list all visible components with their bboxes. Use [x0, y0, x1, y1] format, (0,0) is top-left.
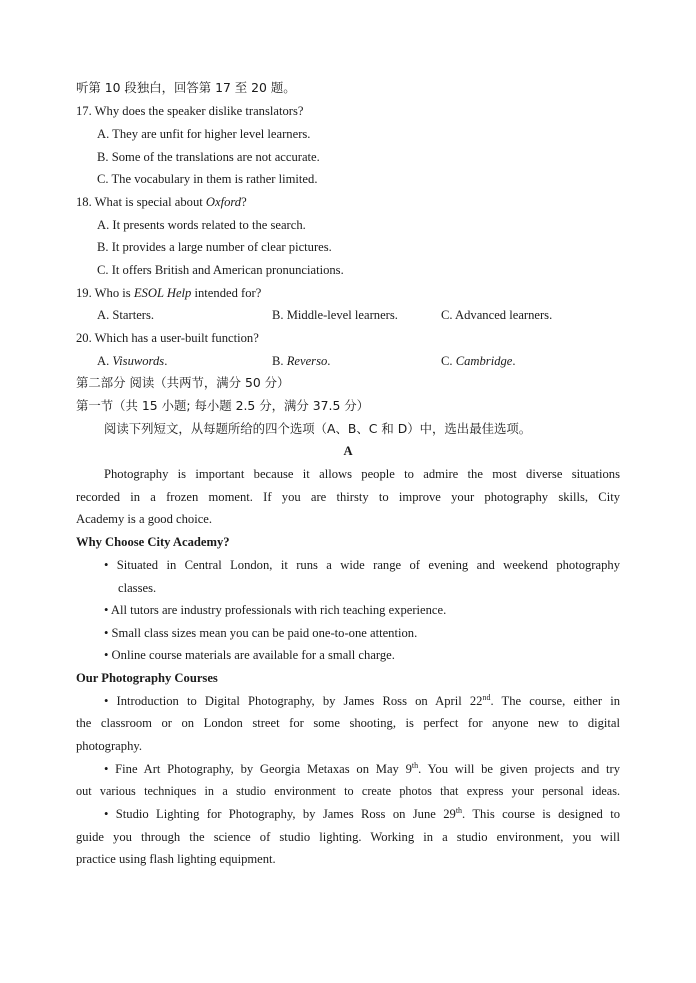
question-stem: Why does the speaker dislike translators?: [94, 104, 304, 118]
listening-instruction: 听第 10 段独白，回答第 17 至 20 题。: [76, 80, 296, 95]
question-18: [76, 194, 247, 210]
question-number: 17.: [76, 104, 92, 118]
course-1-line-3: photography.: [76, 739, 142, 753]
question-number: 20.: [76, 331, 92, 345]
course-2-line-1: • Fine Art Photography, by Georgia Metaxas on May 9th. You will be given projects and try: [104, 760, 620, 776]
question-stem: What is special about Oxford?: [94, 195, 247, 209]
option-17-b: B. Some of the translations are not accurate.: [97, 150, 320, 164]
option-18-b: B. It provides a large number of clear pictures.: [97, 240, 332, 254]
bullet-4: • Online course materials are available for a small charge.: [104, 648, 395, 662]
course-3-line-2: guide you through the science of studio lighting. Working in a studio environment, you will: [76, 830, 620, 844]
option-19-c: C. Advanced learners.: [441, 308, 553, 322]
reading-instruction: 阅读下列短文，从每题所给的四个选项（A、B、C 和 D）中，选出最佳选项。: [104, 421, 532, 436]
option-18-a: A. It presents words related to the search.: [97, 218, 306, 232]
option-17-a: A. They are unfit for higher level learners.: [97, 127, 311, 141]
course-3-line-3: practice using flash lighting equipment.: [76, 852, 276, 866]
intro-line-1: Photography is important because it allows people to admire the most diverse situations: [104, 467, 620, 481]
bullet-2: • All tutors are industry professionals with rich teaching experience.: [104, 603, 447, 617]
question-17: [76, 103, 303, 119]
option-18-c: C. It offers British and American pronunciations.: [97, 263, 344, 277]
option-17-c: C. The vocabulary in them is rather limited.: [97, 172, 318, 186]
option-19-a: A. Starters.: [97, 308, 155, 322]
question-number: 18.: [76, 195, 92, 209]
question-stem: Which has a user-built function?: [94, 331, 259, 345]
option-20-c: C. Cambridge.: [441, 354, 516, 368]
bullet-3: • Small class sizes mean you can be paid one-to-one attention.: [104, 626, 418, 640]
question-19: [76, 285, 261, 301]
intro-line-2: recorded in a frozen moment. If you are thirsty to improve your photography skills, City: [76, 490, 620, 504]
question-stem: Who is ESOL Help intended for?: [94, 286, 262, 300]
course-2-line-2: out various techniques in a studio environment to create photos that express your personal ideas.: [76, 784, 620, 798]
course-1-line-2: the classroom or on London street for some shooting, is perfect for anyone new to digital: [76, 716, 620, 730]
question-20: [76, 330, 259, 346]
courses-heading: Our Photography Courses: [76, 671, 218, 685]
question-number: 19.: [76, 286, 92, 300]
bullet-1-line-1: • Situated in Central London, it runs a wide range of evening and weekend photography: [104, 558, 620, 572]
passage-letter: A: [343, 444, 353, 458]
section-one-title: 第一节（共 15 小题; 每小题 2.5 分，满分 37.5 分）: [76, 398, 370, 413]
why-choose-heading: Why Choose City Academy?: [76, 535, 230, 549]
course-1-line-1: • Introduction to Digital Photography, by James Ross on April 22nd. The course, either in: [104, 692, 621, 708]
course-3-line-1: • Studio Lighting for Photography, by James Ross on June 29th. This course is designed to: [104, 805, 620, 821]
option-19-b: B. Middle-level learners.: [272, 308, 398, 322]
intro-line-3: Academy is a good choice.: [76, 512, 213, 526]
option-20-b: B. Reverso.: [272, 354, 331, 368]
option-20-a: A. Visuwords.: [97, 354, 168, 368]
part-two-title: 第二部分 阅读（共两节，满分 50 分）: [76, 375, 290, 390]
bullet-1-line-2: classes.: [118, 581, 157, 595]
